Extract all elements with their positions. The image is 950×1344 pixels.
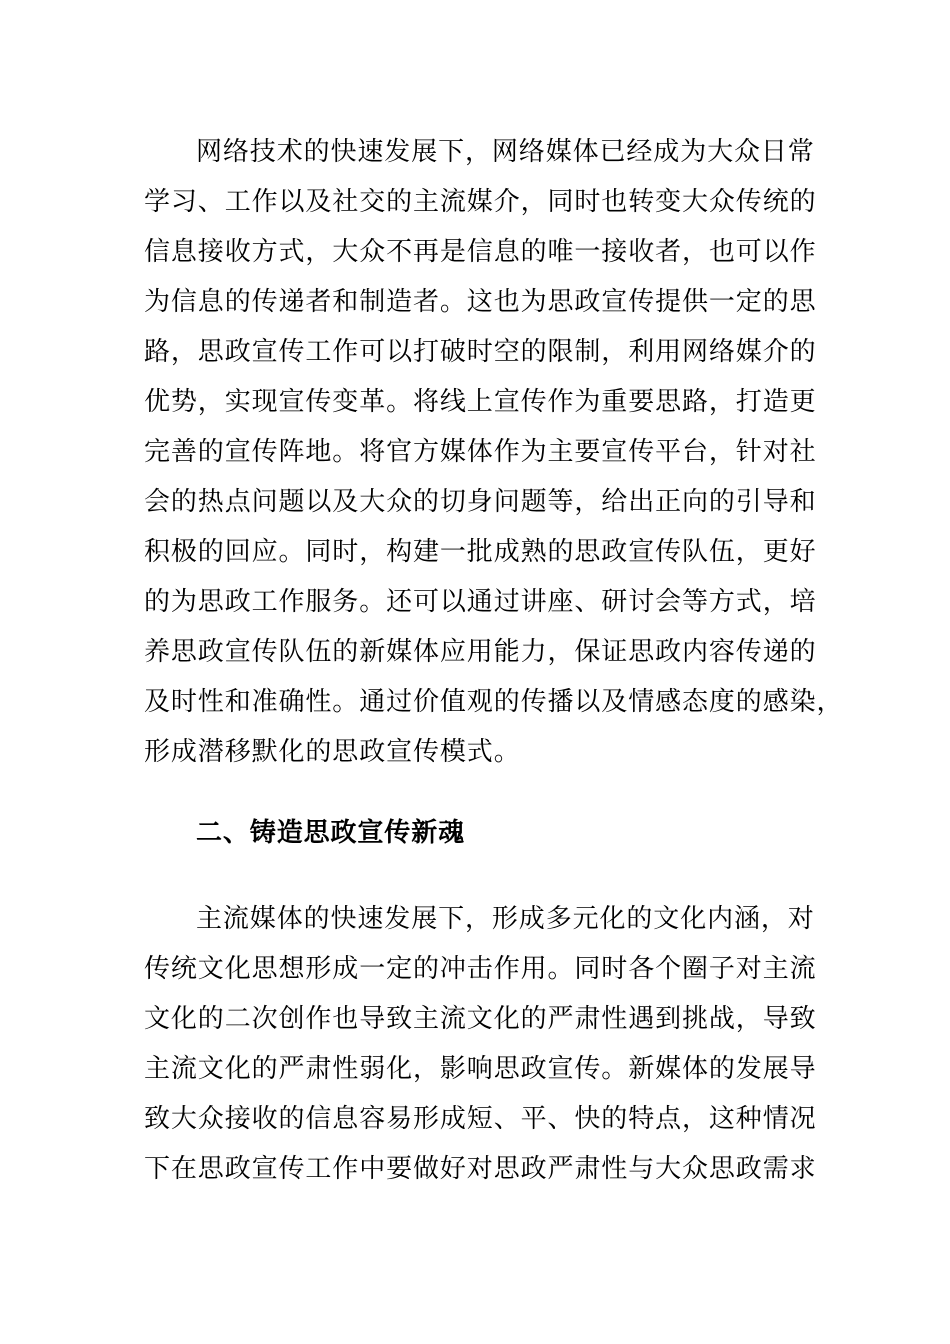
- paragraph-2: [144, 894, 817, 1194]
- paragraph-line: 完善的宣传阵地。将官方媒体作为主要宣传平台，针对社: [144, 437, 817, 467]
- paragraph-line: 下在思政宣传工作中要做好对思政严肃性与大众思政需求: [144, 1154, 817, 1184]
- paragraph-line: 的为思政工作服务。还可以通过讲座、研讨会等方式，培: [144, 587, 817, 617]
- paragraph-line: 致大众接收的信息容易形成短、平、快的特点，这种情况: [144, 1104, 817, 1134]
- paragraph-line: 优势，实现宣传变革。将线上宣传作为重要思路，打造更: [144, 387, 817, 417]
- paragraph-line: 主流文化的严肃性弱化，影响思政宣传。新媒体的发展导: [144, 1054, 817, 1084]
- paragraph-line: 文化的二次创作也导致主流文化的严肃性遇到挑战，导致: [144, 1004, 817, 1034]
- paragraph-line: 主流媒体的快速发展下，形成多元化的文化内涵，对: [196, 904, 815, 934]
- paragraph-line: 为信息的传递者和制造者。这也为思政宣传提供一定的思: [144, 287, 817, 317]
- paragraph-line: 信息接收方式，大众不再是信息的唯一接收者，也可以作: [144, 237, 817, 267]
- paragraph-line: 路，思政宣传工作可以打破时空的限制，利用网络媒介的: [144, 337, 817, 367]
- paragraph-line: 及时性和准确性。通过价值观的传播以及情感态度的感染，: [144, 687, 844, 717]
- paragraph-line: 学习、工作以及社交的主流媒介，同时也转变大众传统的: [144, 187, 817, 217]
- paragraph-line: 网络技术的快速发展下，网络媒体已经成为大众日常: [196, 137, 815, 167]
- paragraph-line: 积极的回应。同时，构建一批成熟的思政宣传队伍，更好: [144, 537, 817, 567]
- paragraph-1: [144, 127, 844, 777]
- paragraph-line: 形成潜移默化的思政宣传模式。: [144, 737, 521, 767]
- section-heading: 二、铸造思政宣传新魂: [196, 818, 466, 848]
- paragraph-line: 会的热点问题以及大众的切身问题等，给出正向的引导和: [144, 487, 817, 517]
- paragraph-line: 养思政宣传队伍的新媒体应用能力，保证思政内容传递的: [144, 637, 817, 667]
- paragraph-line: 传统文化思想形成一定的冲击作用。同时各个圈子对主流: [144, 954, 817, 984]
